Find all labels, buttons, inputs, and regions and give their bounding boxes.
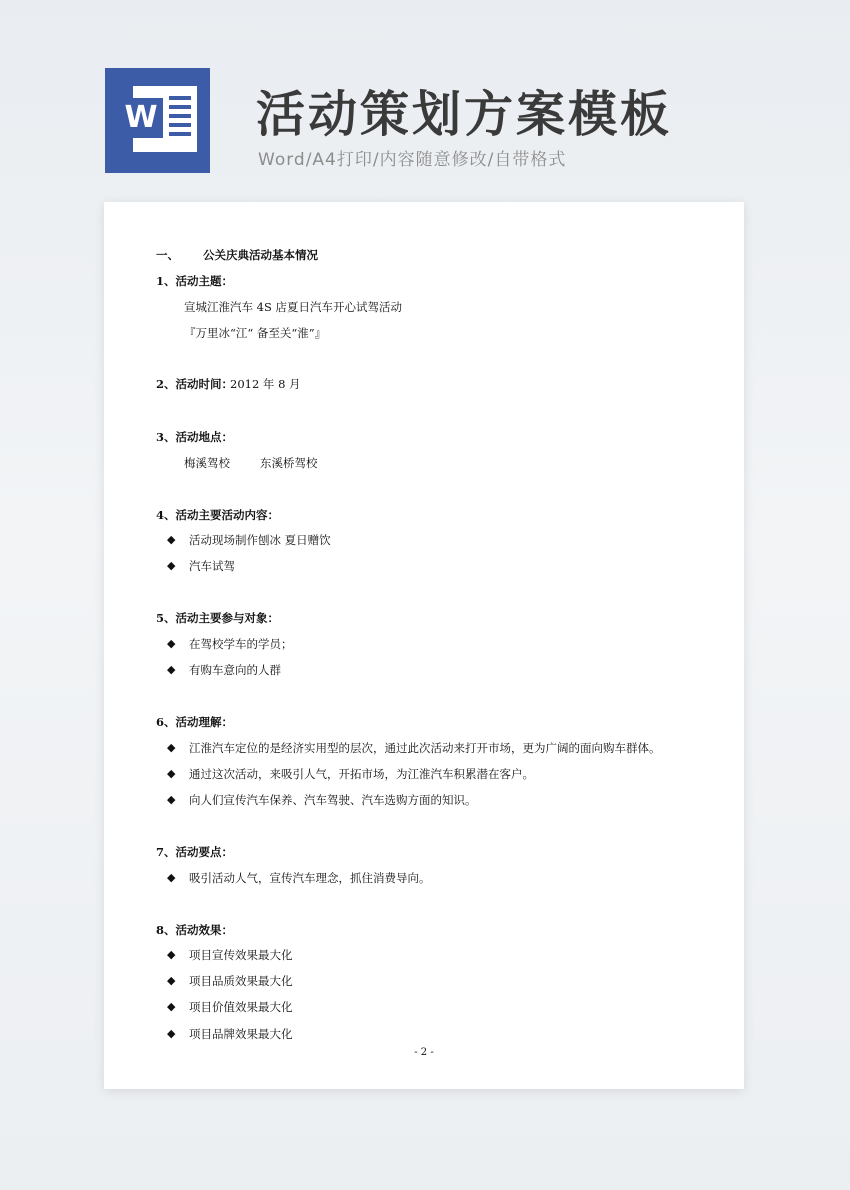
section-title: 公关庆典活动基本情况	[203, 248, 318, 262]
list-item: 通过这次活动，来吸引人气，开拓市场，为江淮汽车积累潜在客户。	[189, 767, 534, 781]
bullet-icon: ◆	[167, 1000, 176, 1013]
bullet-icon: ◆	[167, 793, 176, 806]
list-item: 吸引活动人气，宣传汽车理念，抓住消费导向。	[189, 871, 431, 885]
list-item: 项目宣传效果最大化	[189, 948, 293, 962]
item-1-label: 1、活动主题：	[156, 274, 234, 288]
list-item: 活动现场制作刨冰 夏日赠饮	[189, 533, 331, 547]
list-item: 向人们宣传汽车保养、汽车驾驶、汽车选购方面的知识。	[189, 793, 477, 807]
bullet-icon: ◆	[167, 767, 176, 780]
bullet-icon: ◆	[167, 871, 176, 884]
item-6-label: 6、活动理解：	[156, 715, 234, 729]
item-5-label: 5、活动主要参与对象：	[156, 611, 280, 625]
item-1-line: 『万里冰“江“ 备至关“淮”』	[184, 326, 327, 340]
bullet-icon: ◆	[167, 663, 176, 676]
item-3-label: 3、活动地点：	[156, 430, 234, 444]
item-2-label: 2、活动时间：	[156, 377, 234, 391]
bullet-icon: ◆	[167, 533, 176, 546]
bullet-icon: ◆	[167, 948, 176, 961]
item-1-line: 宣城江淮汽车 4S 店夏日汽车开心试驾活动	[184, 300, 403, 314]
list-item: 项目价值效果最大化	[189, 1000, 293, 1014]
document-page	[104, 202, 744, 1089]
item-8-label: 8、活动效果：	[156, 923, 234, 937]
list-item: 汽车试驾	[189, 559, 235, 573]
item-2-value: 2012 年 8 月	[230, 377, 301, 391]
bullet-icon: ◆	[167, 974, 176, 987]
page-number: - 2 -	[414, 1047, 434, 1058]
item-3-place: 东溪桥驾校	[260, 456, 318, 470]
item-3-place: 梅溪驾校	[184, 456, 230, 470]
list-item: 有购车意向的人群	[189, 663, 281, 677]
item-7-label: 7、活动要点：	[156, 845, 234, 859]
page-title: 活动策划方案模板	[256, 86, 673, 143]
list-item: 江淮汽车定位的是经济实用型的层次，通过此次活动来打开市场，更为广阔的面向购车群体。	[189, 741, 661, 755]
page-subtitle: Word/A4打印/内容随意修改/自带格式	[258, 150, 567, 170]
word-w-letter: W	[119, 98, 163, 138]
bullet-icon: ◆	[167, 741, 176, 754]
list-item: 在驾校学车的学员；	[189, 637, 293, 651]
word-logo-icon	[105, 68, 210, 173]
bullet-icon: ◆	[167, 559, 176, 572]
list-item: 项目品质效果最大化	[189, 974, 293, 988]
item-4-label: 4、活动主要活动内容：	[156, 508, 280, 522]
section-number: 一、	[156, 248, 179, 262]
list-item: 项目品牌效果最大化	[189, 1027, 293, 1041]
bullet-icon: ◆	[167, 637, 176, 650]
bullet-icon: ◆	[167, 1027, 176, 1040]
